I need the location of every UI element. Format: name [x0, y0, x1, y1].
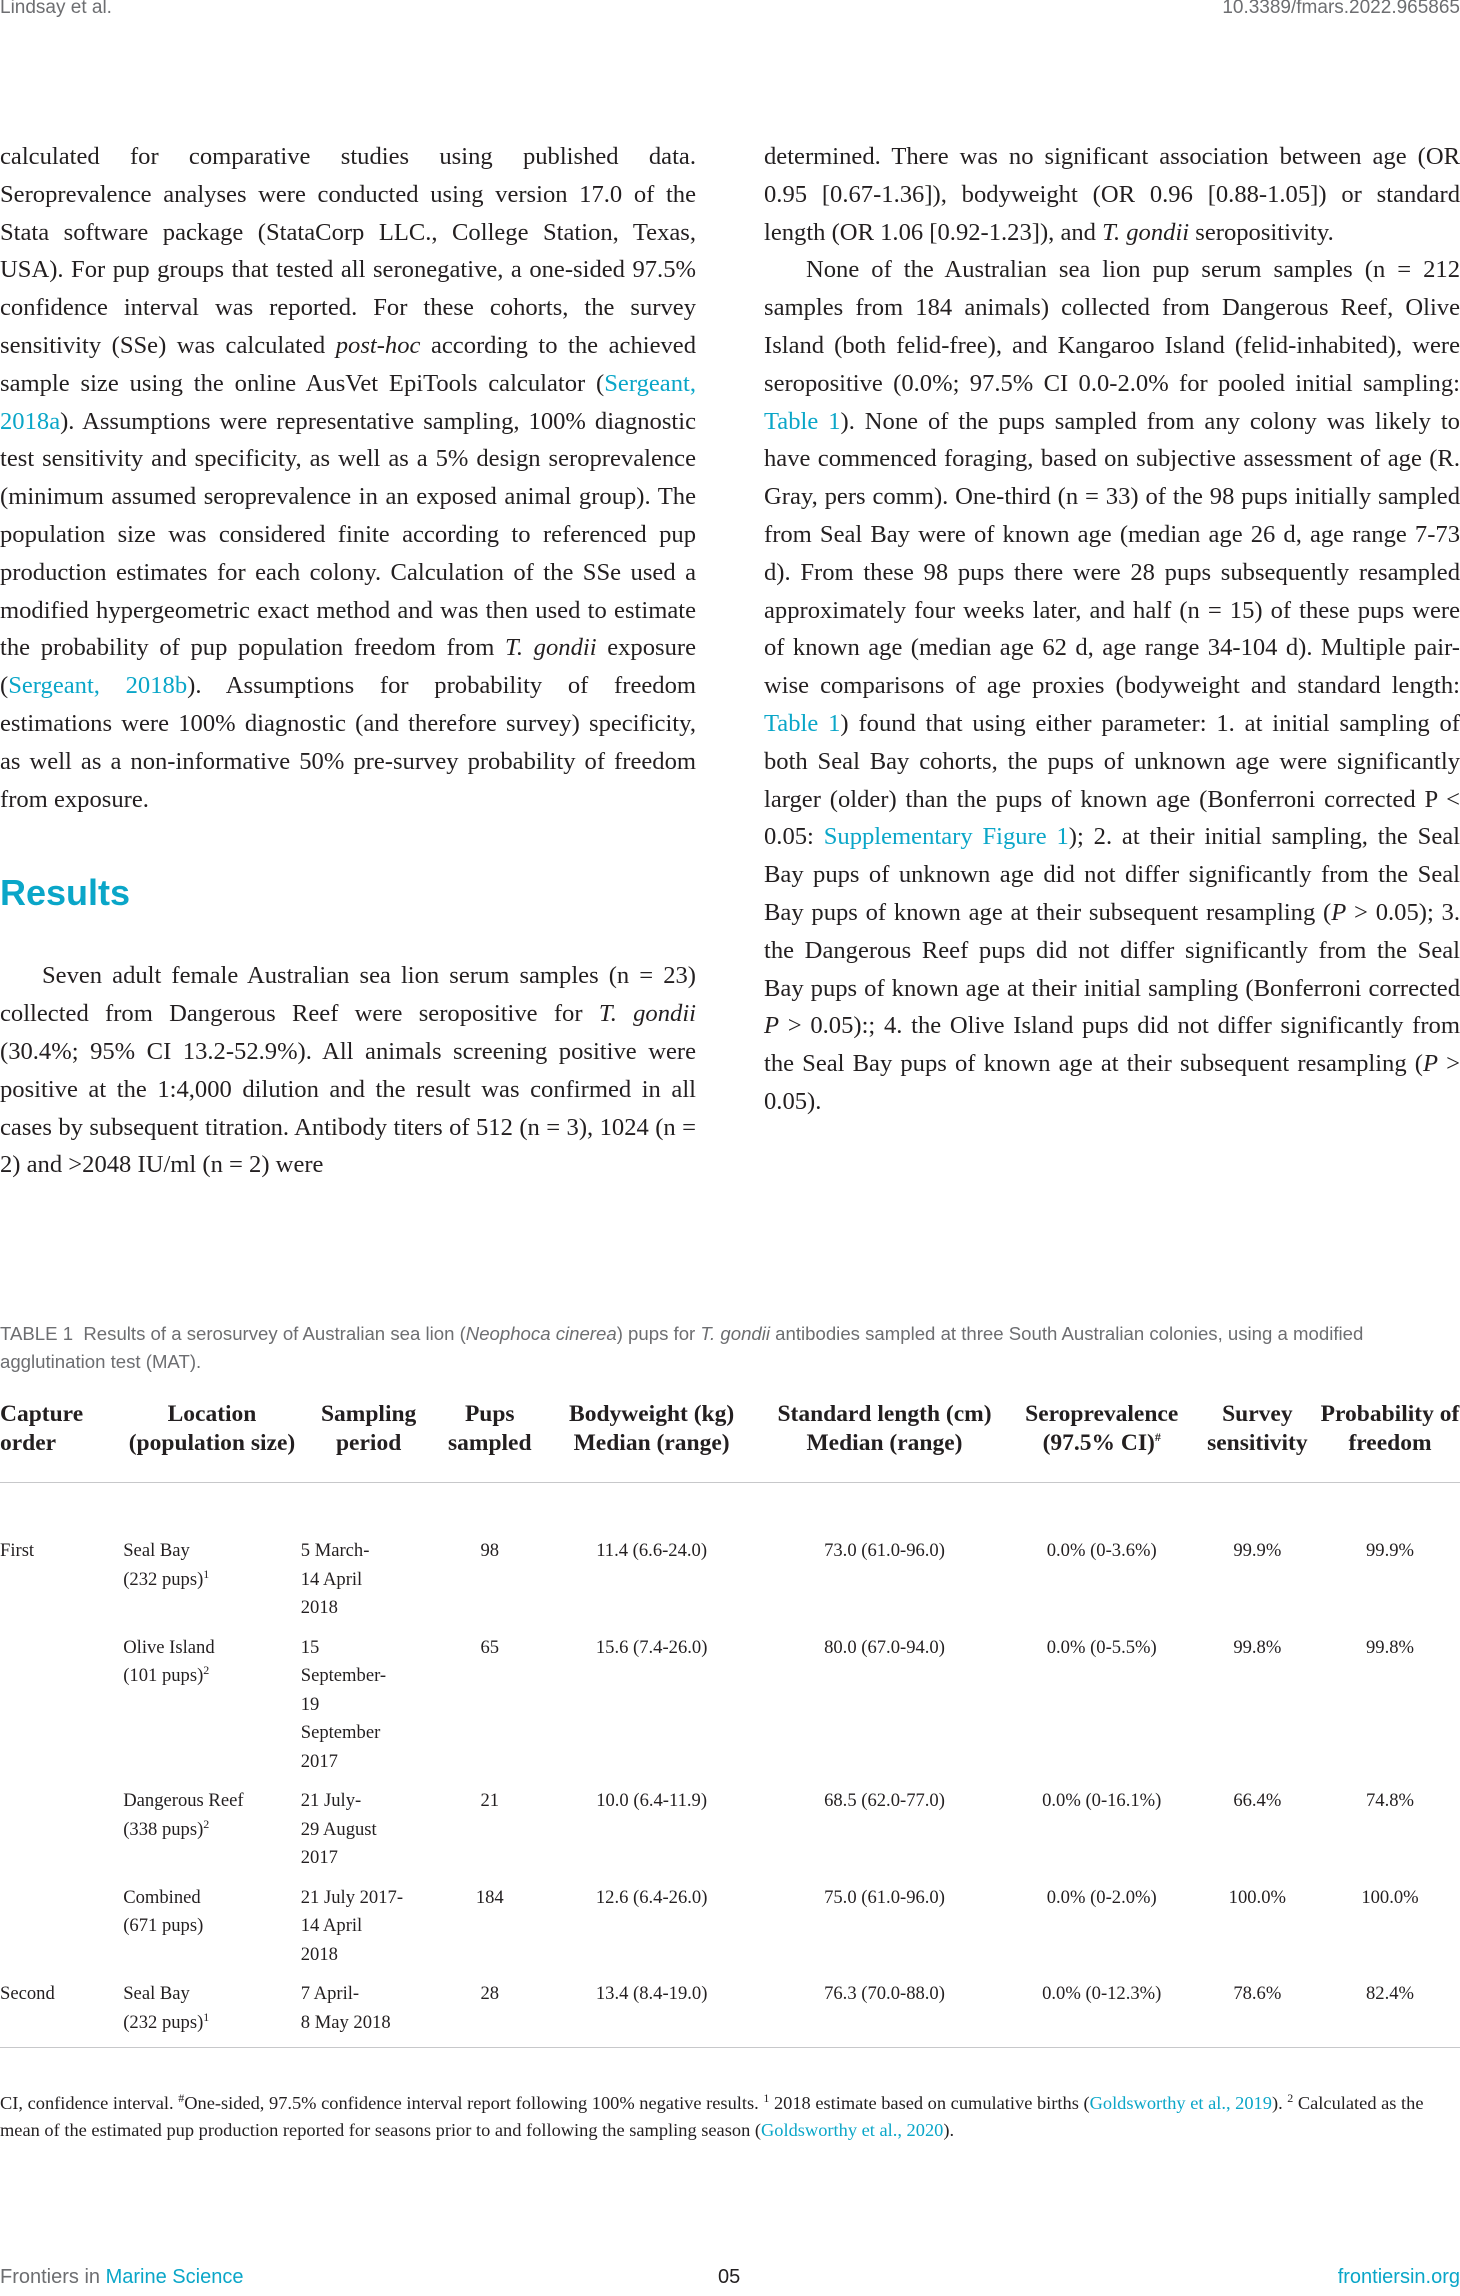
col-header-location: Location (population size) [123, 1400, 301, 1483]
cell-pups-sampled: 98 [480, 1540, 500, 1561]
methods-paragraph: calculated for comparative studies using published data. Seroprevalence analyses were conducted using version 17.0 of the Stata software package (StataCorp LLC., College Station, Texas, USA). For pup groups that tested all seronegative, a one-sided 97.5% confidence interval was reported. For these cohorts, the survey sensitivity (SSe) was calculated post-hoc according to the achieved sample size using the online AusVet EpiTools calculator (Sergeant, 2018a). Assumptions were representative sampling, 100% diagnostic test sensitivity and specificity, as well as a 5% design seroprevalence (minimum assumed seroprevalence in an exposed animal group). The population size was considered finite according to referenced pup production estimates for each colony. Calculation of the SSe used a modified hypergeometric exact method and was then used to estimate the probability of pup population freedom from T. gondii exposure (Sergeant, 2018b). Assumptions for probability of freedom estimations were 100% diagnostic (and therefore survey) specificity, as well as a non-informative 50% pre-survey probability of freedom from exposure. [0, 143, 696, 813]
cell-seroprevalence: 0.0% (0-16.1%) [1042, 1790, 1162, 1811]
cell-probability-freedom: 74.8% [1365, 1790, 1414, 1811]
cell-standard-length: 73.0 (61.0-96.0) [824, 1540, 945, 1561]
cell-capture-order: First [0, 1540, 35, 1561]
table-row [0, 1884, 1460, 1981]
header-authors: Lindsay et al. [0, 0, 112, 18]
results-heading: Results [0, 872, 131, 914]
header-doi[interactable]: 10.3389/fmars.2022.965865 [1222, 0, 1460, 18]
cell-bodyweight: 13.4 (8.4-19.0) [543, 1980, 760, 2048]
cell-bodyweight: 15.6 (7.4-26.0) [595, 1636, 708, 1658]
cell-location: Combined (671 pups) [123, 1886, 204, 1936]
cell-standard-length: 68.5 (62.0-77.0) [824, 1790, 945, 1811]
cell-bodyweight: 12.6 (6.4-26.0) [595, 1886, 708, 1908]
cell-probability-freedom: 82.4% [1320, 1980, 1460, 2048]
col-header-seroprevalence: Seroprevalence (97.5% CI)# [1009, 1400, 1195, 1483]
cell-seroprevalence: 0.0% (0-5.5%) [1046, 1636, 1157, 1658]
cell-probability-freedom: 99.9% [1365, 1540, 1414, 1561]
col-header-standard-length: Standard length (cm) Median (range) [760, 1400, 1009, 1483]
table-caption: TABLE 1 Results of a serosurvey of Australian sea lion (Neophoca cinerea) pups for T. gondii antibodies sampled at three South Australian colonies, using a modified agglutination test (MAT). [0, 1323, 1364, 1372]
table-row [0, 1634, 1460, 1788]
cell-capture-order [0, 1634, 123, 1788]
journal-name: Frontiers in Marine Science [0, 2266, 244, 2288]
cell-sampling-period: 15 September- 19 September 2017 [300, 1636, 387, 1772]
cell-location: Olive Island (101 pups)$^2$ [123, 1636, 215, 1686]
results-paragraph-1: Seven adult female Australian sea lion serum samples (n = 23) collected from Dangerous Reef were seropositive for T. gondii (30.4%; 95% CI 13.2-52.9%). All animals screening positive were positive at the 1:4,000 dilution and the result was confirmed in all cases by subsequent titration. Antibody titers of 512 (n = 3), 1024 (n = 2) and >2048 IU/ml (n = 2) were [0, 962, 696, 1179]
table-row [0, 1980, 1460, 2048]
cell-sampling-period: 21 July- 29 August 2017 [300, 1790, 377, 1868]
results-table [0, 1400, 1460, 2048]
cell-bodyweight: 10.0 (6.4-11.9) [596, 1790, 708, 1811]
table-caption-label: TABLE 1 [0, 1323, 74, 1344]
cell-pups-sampled: 184 [475, 1886, 504, 1908]
table-1-link-2[interactable]: Table 1 [764, 709, 841, 737]
cell-survey-sensitivity: 100.0% [1228, 1886, 1286, 1908]
cell-location: Seal Bay (232 pups)$^1$ [123, 1540, 210, 1590]
cell-survey-sensitivity: 66.4% [1233, 1790, 1282, 1811]
page-footer [0, 2266, 1460, 2296]
cell-survey-sensitivity: 78.6% [1195, 1980, 1320, 2048]
table-footnote: CI, confidence interval. #One-sided, 97.5% confidence interval report following 100% negative results. $^1$ 2018 estimate based on cumulative births (Goldsworthy et al., 2019). $^2$ Calculated as the mean of the estimated pup production reported for seasons prior to and following the sampling season (Goldsworthy et al., 2020). [0, 2090, 1424, 2140]
col-header-sampling-period: Sampling period [301, 1400, 437, 1483]
citation-link-goldsworthy-2019[interactable]: Goldsworthy et al., 2019 [1089, 2093, 1272, 2113]
left-column [0, 138, 696, 1184]
citation-link-goldsworthy-2020[interactable]: Goldsworthy et al., 2020 [760, 2120, 944, 2140]
cell-pups-sampled: 28 [437, 1980, 544, 2048]
citation-link-sergeant-2018b[interactable]: Sergeant, 2018b [8, 672, 188, 700]
cell-standard-length: 76.3 (70.0-88.0) [760, 1980, 1009, 2048]
cell-capture-order [0, 1787, 123, 1884]
col-header-survey-sensitivity: Survey sensitivity [1195, 1400, 1320, 1483]
page-number: 05 [718, 2266, 741, 2288]
cell-probability-freedom: 100.0% [1361, 1886, 1419, 1908]
col-header-bodyweight: Bodyweight (kg) Median (range) [543, 1400, 760, 1483]
col-header-pups-sampled: Pups sampled [437, 1400, 544, 1483]
col-header-probability-freedom: Probability of freedom [1320, 1400, 1460, 1483]
cell-pups-sampled: 65 [480, 1636, 500, 1658]
supplementary-figure-link[interactable]: Supplementary Figure 1 [823, 823, 1069, 851]
table-row [0, 1787, 1460, 1884]
table-header-row [0, 1400, 1460, 1483]
cell-pups-sampled: 21 [480, 1790, 500, 1811]
site-link[interactable]: frontiersin.org [1337, 2266, 1460, 2288]
results-paragraph-2: None of the Australian sea lion pup serum samples (n = 212 samples from 184 animals) collected from Dangerous Reef, Olive Island (both felid-free), and Kangaroo Island (felid-inhabited), were seropositive (0.0%; 97.5% CI 0.0-2.0% for pooled initial sampling: Table 1). None of the pups sampled from any colony was likely to have commenced foraging, based on subjective assessment of age (R. Gray, pers comm). One-third (n = 33) of the 98 pups initially sampled from Seal Bay were of known age (median age 26 d, age range 7-73 d). From these 98 pups there were 28 pups subsequently resampled approximately four weeks later, and half (n = 15) of these pups were of known age (median age 62 d, age range 34-104 d). Multiple pair-wise comparisons of age proxies (bodyweight and standard length: Table 1) found that using either parameter: 1. at initial sampling of both Seal Bay cohorts, the pups of unknown age were significantly larger (older) than the pups of known age (Bonferroni corrected P < 0.05: Supplementary Figure 1); 2. at their initial sampling, the Seal Bay pups of unknown age did not differ significantly from the Seal Bay pups of known age at their subsequent resampling (P > 0.05); 3. the Dangerous Reef pups did not differ significantly from the Seal Bay pups of known age at their initial sampling (Bonferroni corrected P > 0.05):; 4. the Olive Island pups did not differ significantly from the Seal Bay pups of known age at their subsequent resampling (P > 0.05). [764, 256, 1460, 1115]
cell-probability-freedom: 99.8% [1365, 1636, 1414, 1658]
cell-sampling-period: 5 March- 14 April 2018 [300, 1540, 370, 1618]
cell-capture-order: Second [0, 1980, 123, 2048]
right-column [764, 138, 1460, 1121]
cell-standard-length: 75.0 (61.0-96.0) [824, 1886, 945, 1908]
cell-seroprevalence: 0.0% (0-2.0%) [1046, 1886, 1157, 1908]
col-header-capture-order: Capture order [0, 1400, 123, 1483]
citation-link-sergeant-2018a[interactable]: Sergeant, 2018a [0, 369, 696, 435]
cell-bodyweight: 11.4 (6.6-24.0) [596, 1540, 708, 1561]
cell-sampling-period: 21 July 2017- 14 April 2018 [300, 1886, 404, 1965]
cell-capture-order [0, 1884, 123, 1981]
running-header [0, 0, 1460, 24]
cell-standard-length: 80.0 (67.0-94.0) [824, 1636, 945, 1658]
cell-survey-sensitivity: 99.9% [1233, 1540, 1282, 1561]
cell-seroprevalence: 0.0% (0-3.6%) [1046, 1540, 1157, 1561]
results-paragraph-1-cont: determined. There was no significant association between age (OR 0.95 [0.67-1.36]), bodyweight (OR 0.96 [0.88-1.05]) or standard length (OR 1.06 [0.92-1.23]), and T. gondii seropositivity. [764, 143, 1460, 246]
cell-survey-sensitivity: 99.8% [1233, 1636, 1282, 1658]
table-row [0, 1483, 1460, 1634]
table-1-link[interactable]: Table 1 [764, 407, 841, 435]
cell-location: Dangerous Reef (338 pups)$^2$ [123, 1790, 244, 1840]
cell-location: Seal Bay (232 pups)$^1$ [123, 1980, 301, 2048]
cell-sampling-period: 7 April- 8 May 2018 [301, 1980, 437, 2048]
cell-seroprevalence: 0.0% (0-12.3%) [1009, 1980, 1195, 2048]
